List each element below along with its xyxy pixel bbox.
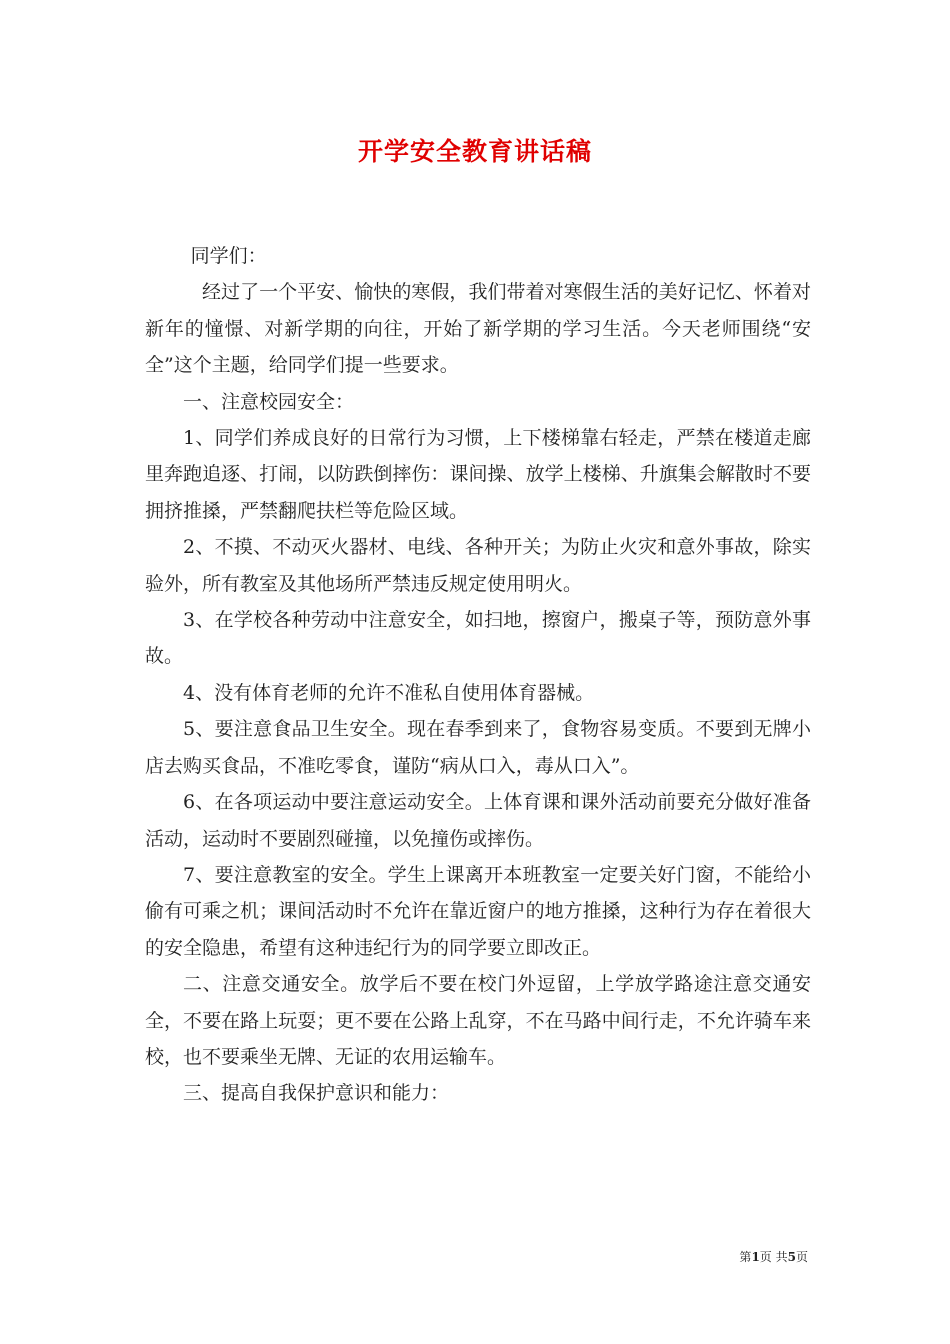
rule-paragraph-1: 1、同学们养成良好的日常行为习惯，上下楼梯靠右轻走，严禁在楼道走廊里奔跑追逐、打闹，以防跌倒摔伤：课间操、放学上楼梯、升旗集会解散时不要拥挤推搡，严禁翻爬扶栏等危险区域。	[145, 427, 811, 522]
rule-paragraph-3: 3、在学校各种劳动中注意安全，如扫地，擦窗户，搬桌子等，预防意外事故。	[145, 609, 811, 668]
footer-suffix: 页	[795, 1250, 808, 1264]
section-heading-campus-safety: 一、注意校园安全：	[183, 390, 355, 413]
document-body	[145, 238, 811, 1112]
current-page-number: 1	[751, 1250, 760, 1264]
intro-paragraph: 经过了一个平安、愉快的寒假，我们带着对寒假生活的美好记忆、怀着对新年的憧憬、对新学期的向往，开始了新学期的学习生活。今天老师围绕“安全”这个主题，给同学们提一些要求。	[145, 281, 811, 377]
rule-paragraph-7: 7、要注意教室的安全。学生上课离开本班教室一定要关好门窗，不能给小偷有可乘之机；课间活动时不允许在靠近窗户的地方推搡，这种行为存在着很大的安全隐患，希望有这种违纪行为的同学要立即改正。	[145, 863, 811, 959]
section-heading-self-protection: 三、提高自我保护意识和能力：	[183, 1082, 450, 1105]
rule-paragraph-2: 2、不摸、不动灭火器材、电线、各种开关；为防止火灾和意外事故，除实验外，所有教室及其他场所严禁违反规定使用明火。	[145, 536, 811, 595]
footer-prefix: 第	[739, 1250, 752, 1264]
page-title: 开学安全教育讲话稿	[357, 137, 592, 166]
section-traffic-safety: 二、注意交通安全。放学后不要在校门外逗留，上学放学路途注意交通安全，不要在路上玩耍；更不要在公路上乱穿，不在马路中间行走，不允许骑车来校，也不要乘坐无牌、无证的农用运输车。	[145, 973, 811, 1068]
total-pages-number: 5	[787, 1250, 796, 1264]
footer-middle: 页 共	[759, 1250, 788, 1264]
rule-paragraph-5: 5、要注意食品卫生安全。现在春季到来了，食物容易变质。不要到无牌小店去购买食品，不准吃零食，谨防“病从口入，毒从口入”。	[145, 718, 811, 777]
page-number-footer	[739, 1248, 808, 1265]
salutation: 同学们：	[190, 245, 267, 267]
rule-paragraph-6: 6、在各项运动中要注意运动安全。上体育课和课外活动前要充分做好准备活动，运动时不要剧烈碰撞，以免撞伤或摔伤。	[145, 791, 811, 850]
rule-paragraph-4: 4、没有体育老师的允许不准私自使用体育器械。	[183, 681, 595, 704]
